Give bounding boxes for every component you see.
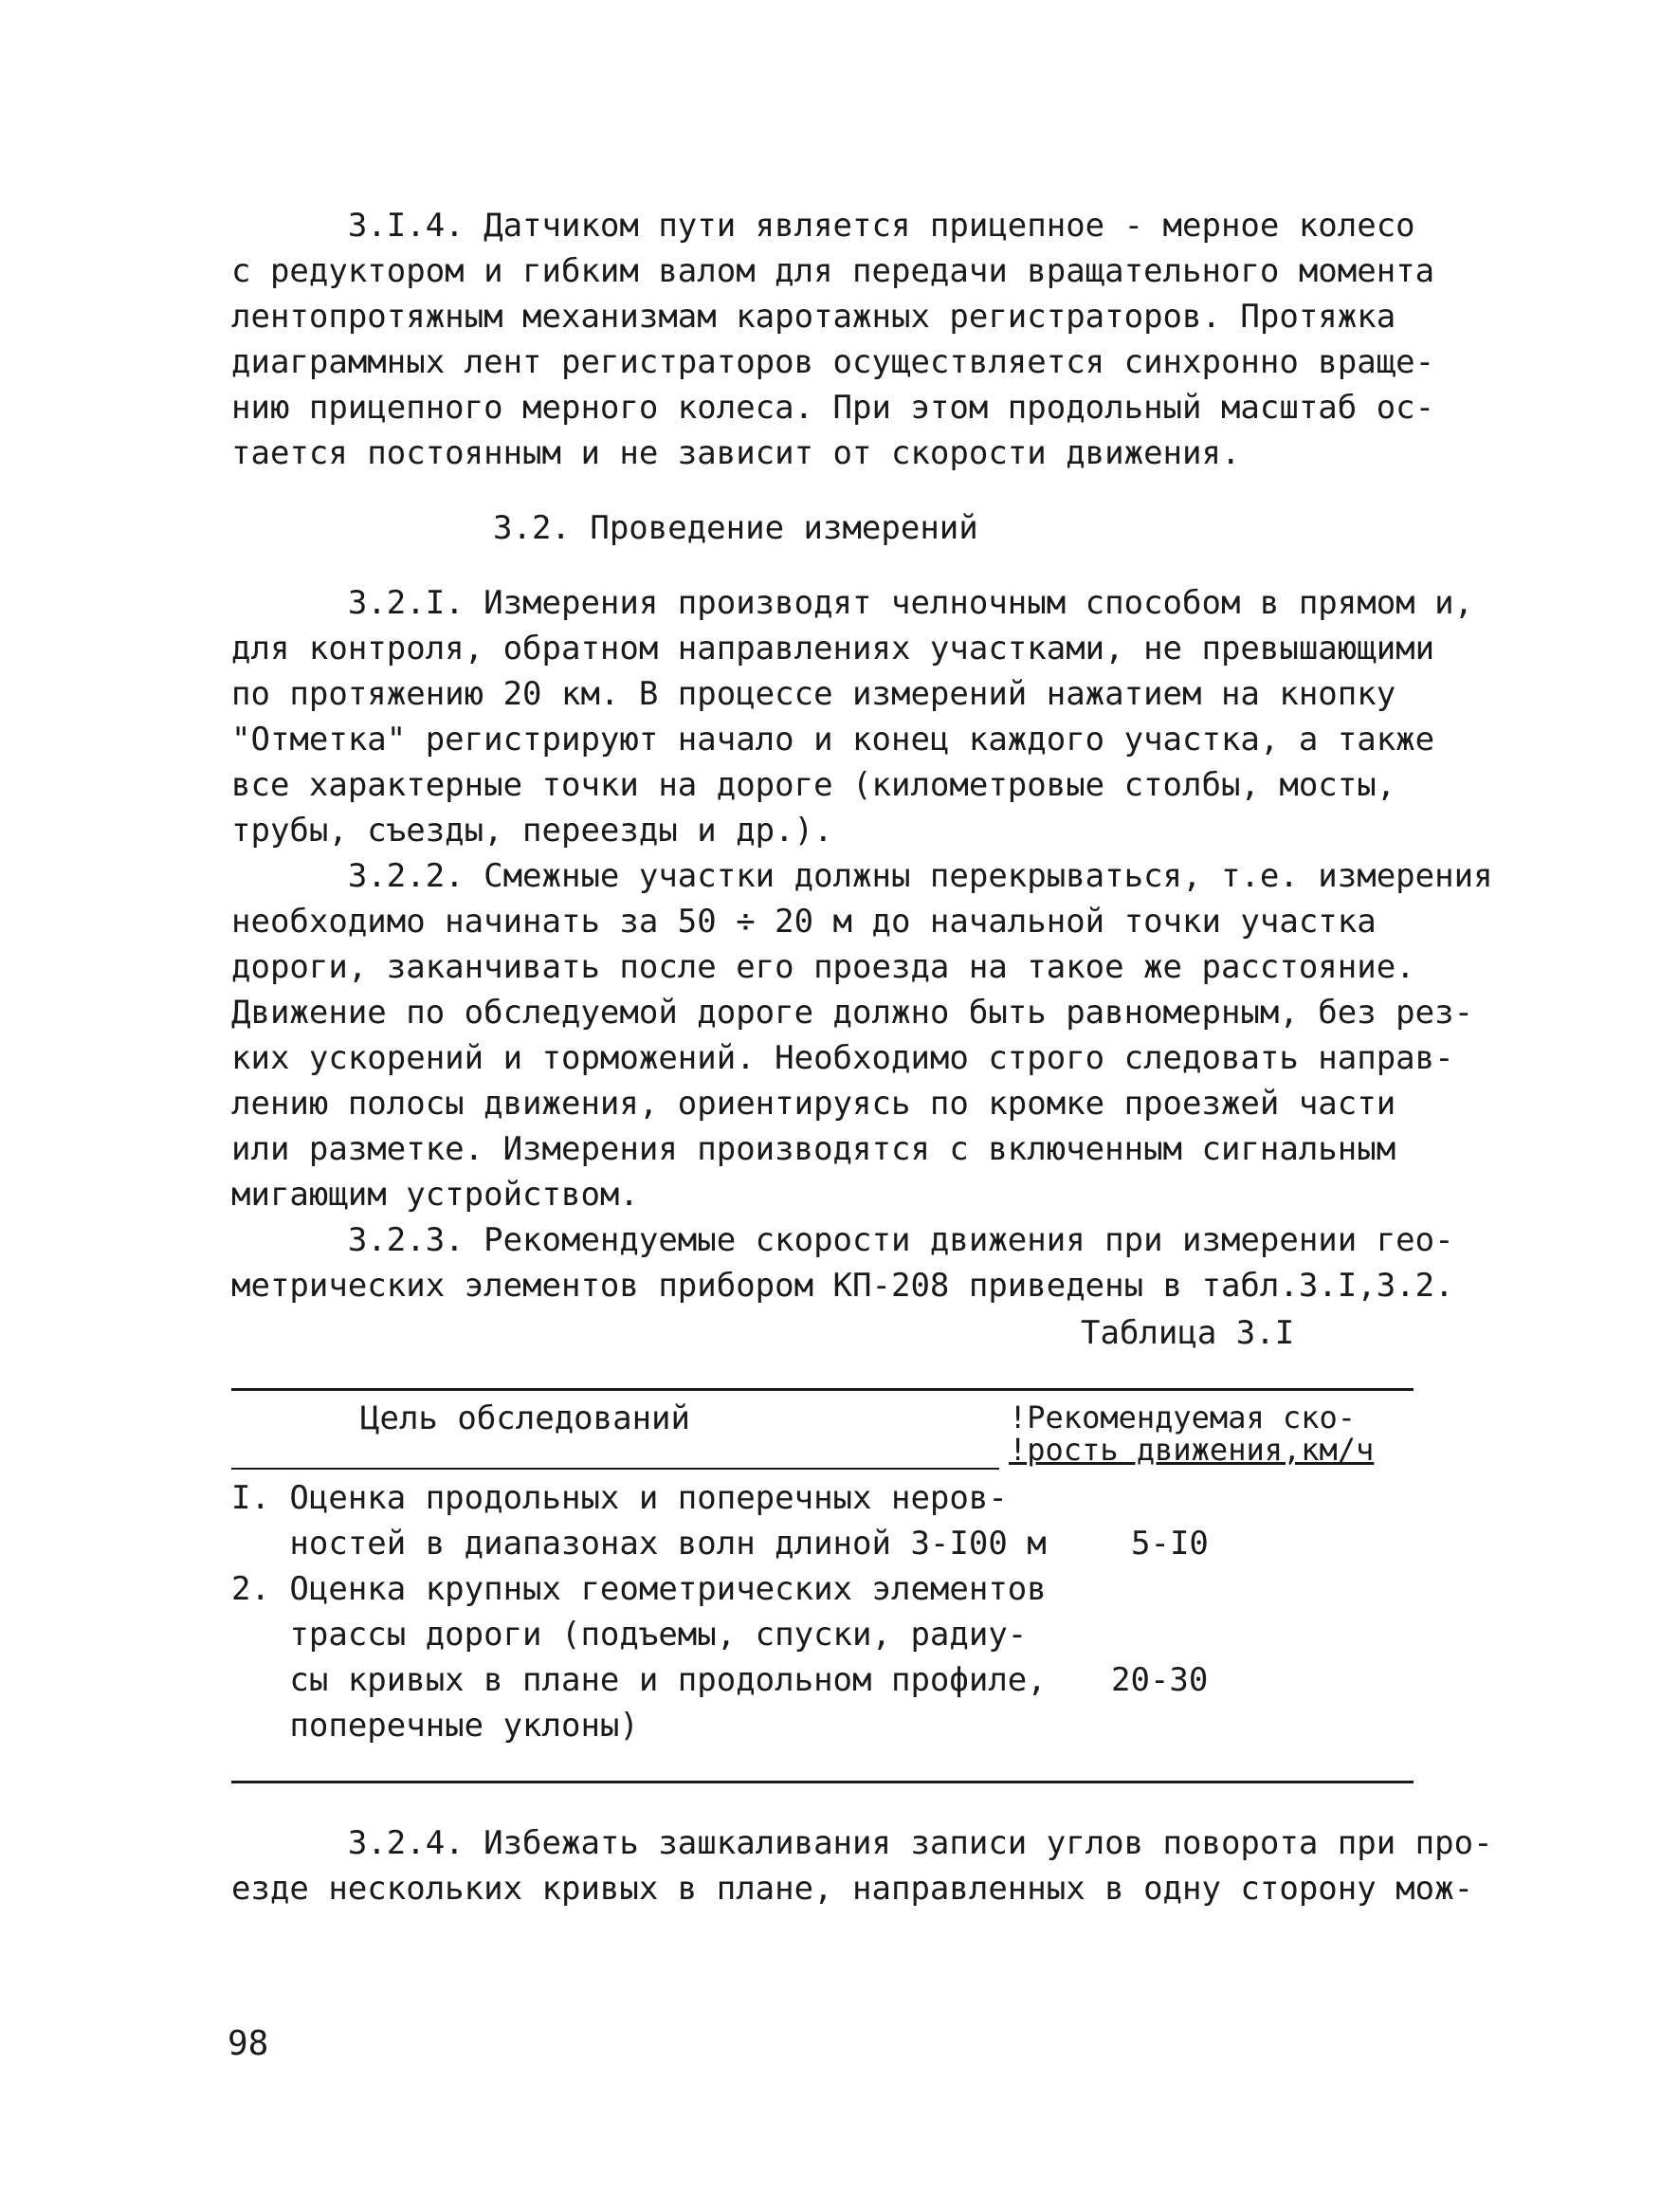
table-header-speed-line1: !Рекомендуемая ско-	[1009, 1399, 1357, 1435]
paragraph-3-2-4-line: езде нескольких кривых в плане, направленных в одну сторону мож-	[231, 1870, 1474, 1908]
table-row-text-line: ностей в диапазонах волн длиной 3-I00 м	[231, 1525, 1047, 1563]
paragraph-3-1-4-line: тается постоянным и не зависит от скорости движения.	[231, 434, 1241, 472]
table-caption: Таблица 3.I	[1081, 1314, 1295, 1352]
table-bottom-rule	[231, 1781, 1414, 1783]
paragraph-3-2-2-line: 3.2.2. Смежные участки должны перекрываться, т.е. измерения	[231, 857, 1493, 895]
paragraph-3-2-1-line: все характерные точки на дороге (километровые столбы, мосты,	[231, 766, 1396, 804]
paragraph-3-1-4-line: нию прицепного мерного колеса. При этом продольный масштаб ос-	[231, 389, 1435, 427]
table-row-text-line: I. Оценка продольных и поперечных неров-	[231, 1479, 1008, 1517]
page-number: 98	[228, 2024, 269, 2063]
table-header-purpose: Цель обследований	[360, 1399, 690, 1437]
paragraph-3-2-1-line: по протяжению 20 км. В процессе измерений нажатием на кнопку	[231, 675, 1396, 713]
paragraph-3-2-1-line: 3.2.I. Измерения производят челночным способом в прямом и,	[231, 584, 1474, 622]
paragraph-3-2-2-line: дороги, заканчивать после его проезда на такое же расстояние.	[231, 948, 1415, 986]
table-row-text-line: поперечные уклоны)	[231, 1707, 639, 1745]
paragraph-3-2-3-line: метрических элементов прибором КП-208 приведены в табл.3.I,3.2.	[231, 1267, 1454, 1305]
paragraph-3-2-2-line: необходимо начинать за 50 ÷ 20 м до начальной точки участка	[231, 903, 1377, 941]
table-row-text-line: 2. Оценка крупных геометрических элементов	[231, 1570, 1047, 1608]
table-header-rule	[231, 1468, 999, 1470]
paragraph-3-1-4-line: с редуктором и гибким валом для передачи вращательного момента	[231, 252, 1435, 290]
table-row-text-line: трассы дороги (подъемы, спуски, радиу-	[231, 1616, 1028, 1654]
table-row-text-line: сы кривых в плане и продольном профиле,	[231, 1661, 1047, 1699]
table-top-rule	[231, 1388, 1414, 1391]
paragraph-3-2-4-line: 3.2.4. Избежать зашкаливания записи углов поворота при про-	[231, 1824, 1493, 1862]
paragraph-3-1-4-line: лентопротяжным механизмам каротажных регистраторов. Протяжка	[231, 298, 1396, 336]
table-row-speed: 5-I0	[1131, 1525, 1209, 1563]
paragraph-3-2-2-line: или разметке. Измерения производятся с включенным сигнальным	[231, 1130, 1396, 1168]
table-header-speed-line2: !рость движения,км/ч	[1009, 1432, 1375, 1468]
paragraph-3-1-4-line: диаграммных лент регистраторов осуществляется синхронно враще-	[231, 343, 1435, 381]
paragraph-3-2-1-line: трубы, съезды, переезды и др.).	[231, 812, 833, 850]
table-row-speed: 20-30	[1111, 1661, 1209, 1699]
paragraph-3-2-2-line: лению полосы движения, ориентируясь по кромке проезжей части	[231, 1085, 1396, 1123]
paragraph-3-2-1-line: для контроля, обратном направлениях участками, не превышающими	[231, 630, 1435, 667]
paragraph-3-1-4-line: 3.I.4. Датчиком пути является прицепное - мерное колесо	[231, 207, 1415, 245]
paragraph-3-2-3-line: 3.2.3. Рекомендуемые скорости движения при измерении гео-	[231, 1221, 1454, 1259]
paragraph-3-2-2-line: ких ускорений и торможений. Необходимо строго следовать направ-	[231, 1039, 1454, 1077]
section-heading-3-2: 3.2. Проведение измерений	[493, 509, 978, 547]
paragraph-3-2-2-line: мигающим устройством.	[231, 1176, 639, 1214]
paragraph-3-2-1-line: "Отметка" регистрируют начало и конец каждого участка, а также	[231, 721, 1435, 759]
paragraph-3-2-2-line: Движение по обследуемой дороге должно быть равномерным, без рез-	[231, 994, 1474, 1032]
